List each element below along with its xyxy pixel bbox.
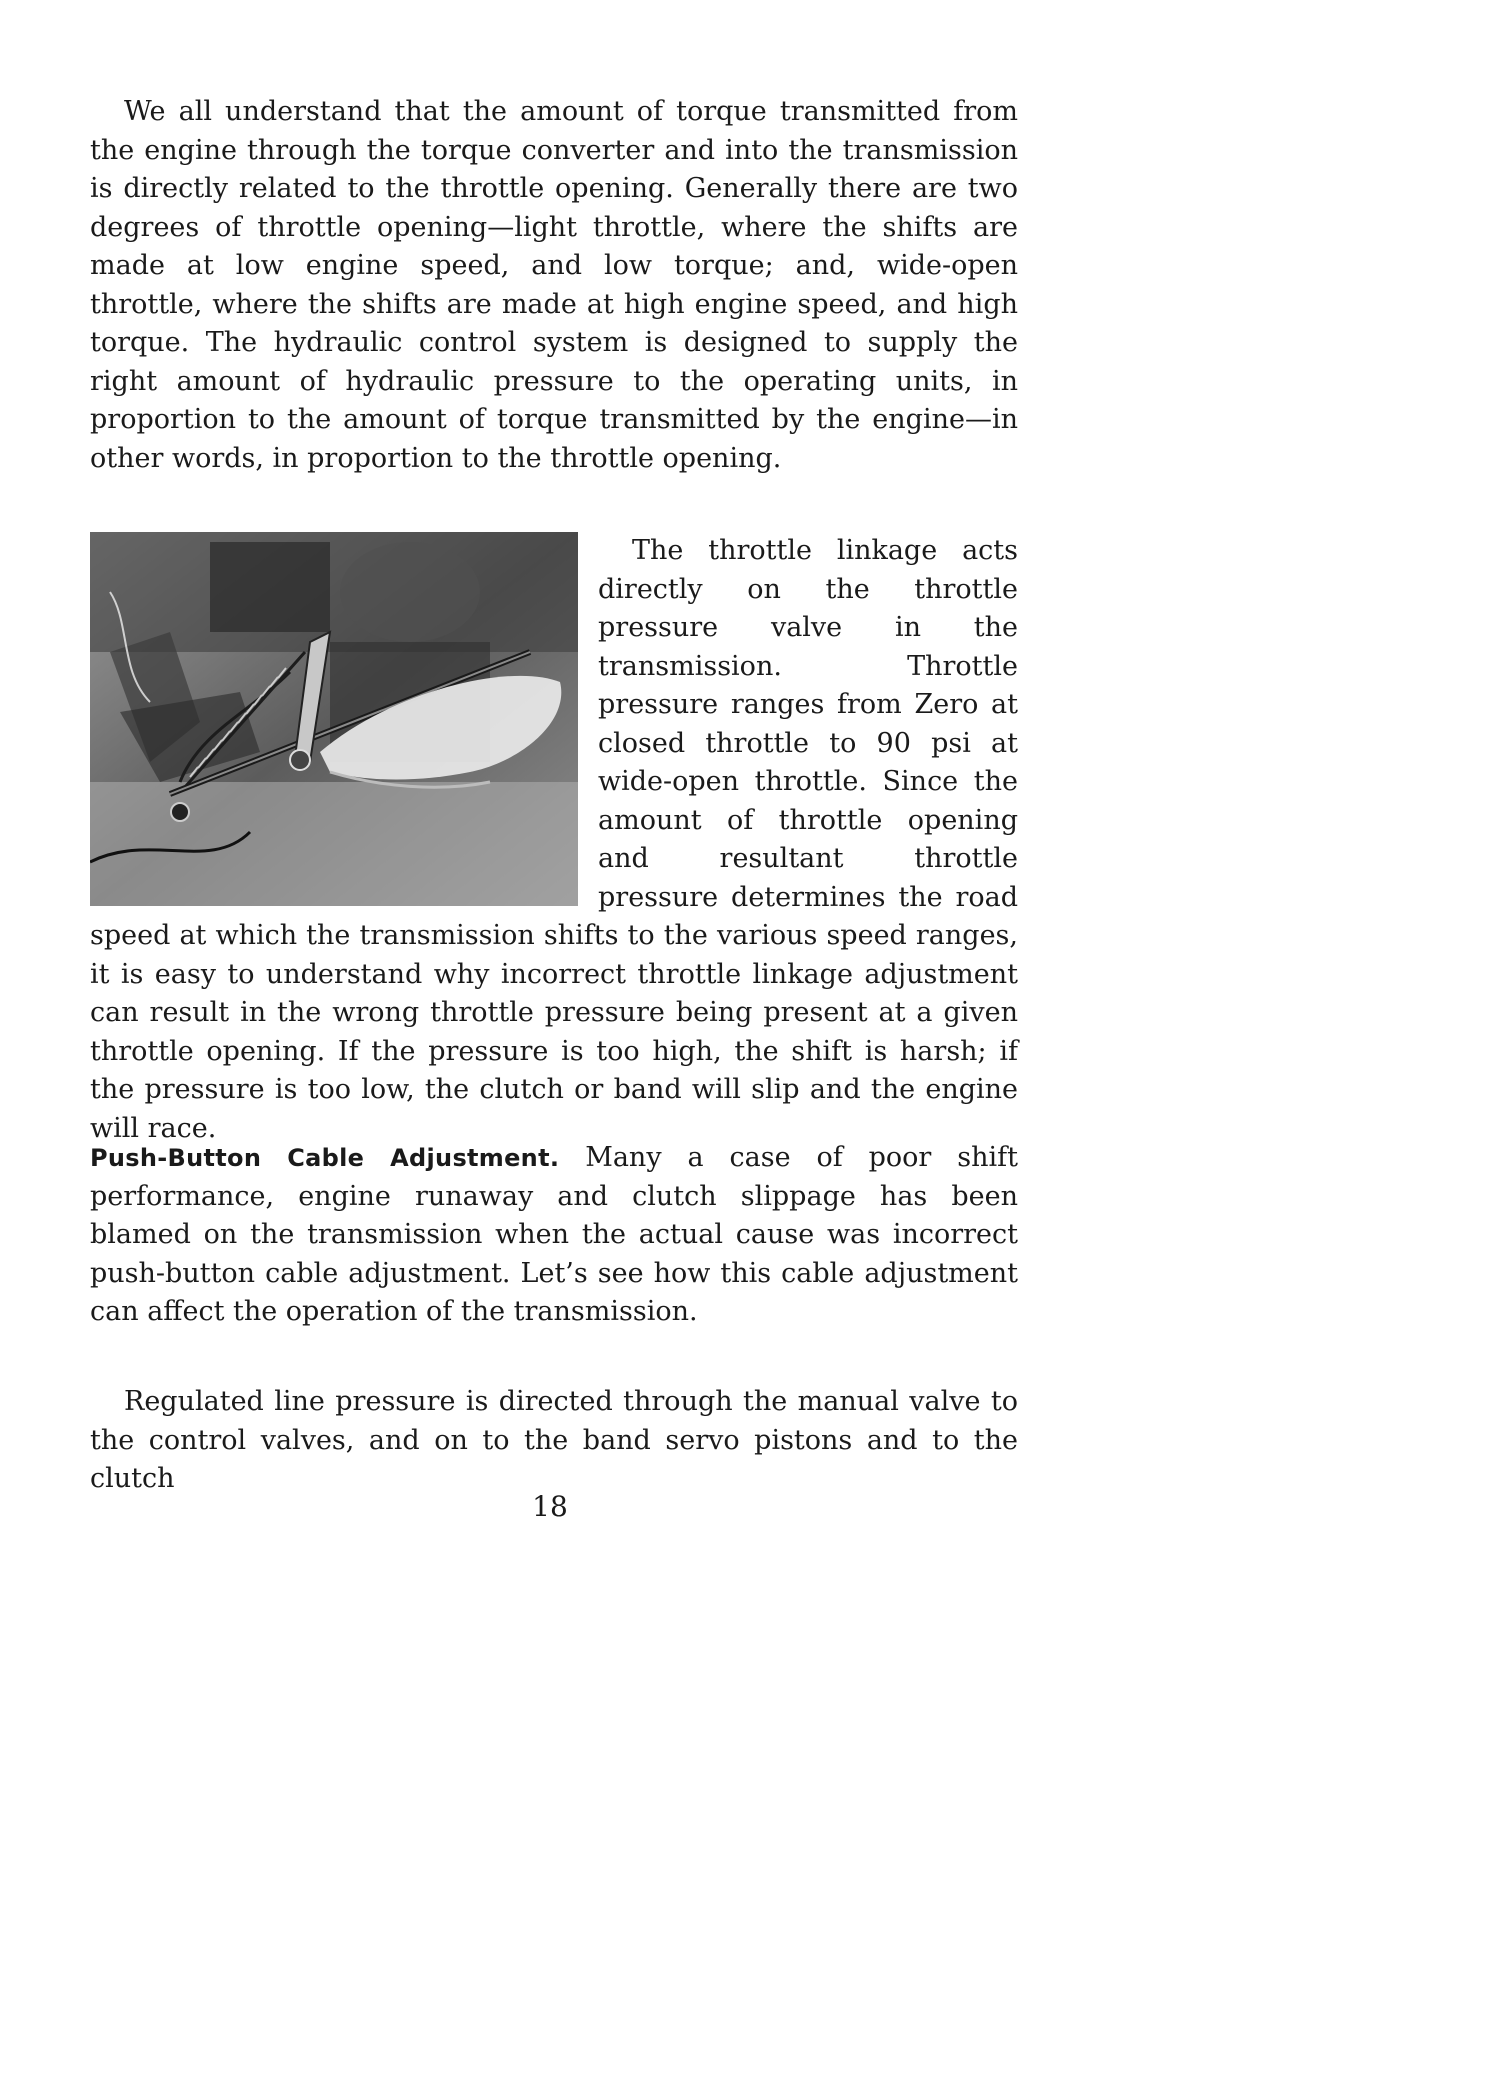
paragraph-text: The throttle linkage acts directly on the throttle pressure valve in the transmission. Throttle pressure ranges from Zero at closed throttle to 90 psi at wide-open throttle. Since the amount of throttle opening and resultant throttle pressure determines the road speed at which the transmission shifts to the various speed ranges, it is easy to understand why incorrect throttle linkage adjustment can result in the wrong throttle pressure being present at a given throttle opening. If the pressure is too high, the shift is harsh; if the pressure is too low, the clutch or band will slip and the engine will race. [90, 535, 1018, 1144]
paragraph-text: We all understand that the amount of torque transmitted from the engine through the torque converter and into the transmission is directly related to the throttle opening. Generally there are two degrees of throttle opening—light throttle, where the shifts are made at low engine speed, and low torque; and, wide-open throttle, where the shifts are made at high engine speed, and high torque. The hydraulic control system is designed to supply the right amount of hydraulic pressure to the operating units, in proportion to the amount of torque transmitted by the engine—in other words, in proportion to the throttle opening. [90, 96, 1018, 474]
photo-illustration [90, 532, 578, 906]
throttle-linkage-photo [90, 532, 578, 906]
section-heading: Push-Button Cable Adjustment. [90, 1144, 560, 1172]
paragraph-throttle-linkage [90, 532, 1018, 1148]
paragraph-torque-throttle [90, 93, 1018, 478]
paragraph-regulated-line-pressure [90, 1383, 1018, 1499]
paragraph-text [90, 1139, 1018, 1332]
paragraph-push-button-cable [90, 1139, 1018, 1332]
section-body-text: Many a case of poor shift performance, engine runaway and clutch slippage has been blamed on the transmission when the actual cause was incorrect push-button cable adjustment. Let’s see how this cable adjustment can affect the operation of the transmission. [90, 1142, 1018, 1327]
page-number: 18 [532, 1490, 568, 1523]
paragraph-text: Regulated line pressure is directed through the manual valve to the control valves, and on to the band servo pistons and to the clutch [90, 1386, 1018, 1494]
